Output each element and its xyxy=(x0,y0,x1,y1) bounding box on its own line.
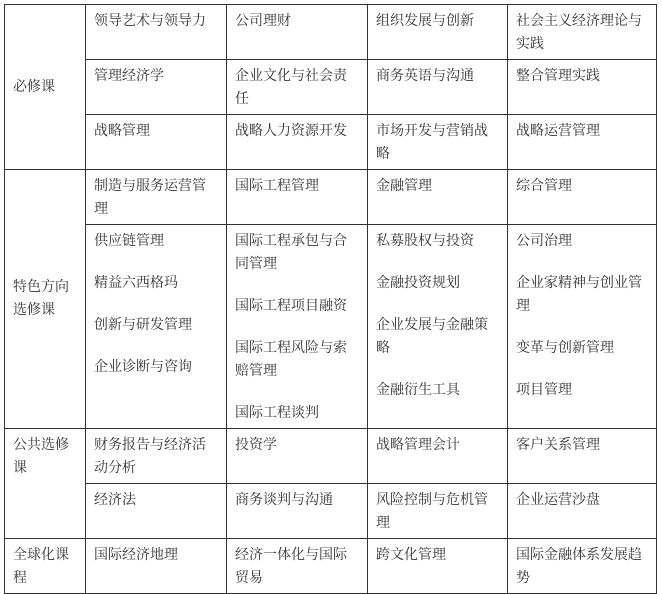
course-cell: 国际经济地理 xyxy=(86,539,227,594)
course-cell: 整合管理实践 xyxy=(508,60,657,115)
course-item: 项目管理 xyxy=(516,382,572,398)
course-cell: 投资学 xyxy=(227,429,368,484)
course-item: 供应链管理 xyxy=(94,233,164,249)
course-item: 变革与创新管理 xyxy=(516,340,614,356)
course-cell: 企业文化与社会责任 xyxy=(227,60,368,115)
table-row xyxy=(5,60,657,115)
course-cell: 风险控制与危机管理 xyxy=(368,484,508,539)
course-cell: 商务谈判与沟通 xyxy=(227,484,368,539)
table-row xyxy=(5,225,657,429)
course-cell: 商务英语与沟通 xyxy=(368,60,508,115)
course-item: 国际工程项目融资 xyxy=(235,298,347,314)
course-cell: 社会主义经济理论与实践 xyxy=(508,5,657,60)
course-cell: 经济一体化与国际贸易 xyxy=(227,539,368,594)
course-cell: 战略管理 xyxy=(86,115,227,170)
course-cell: 跨文化管理 xyxy=(368,539,508,594)
category-cell: 全球化课程 xyxy=(5,539,86,594)
course-cell: 企业运营沙盘 xyxy=(508,484,657,539)
course-cell: 战略管理会计 xyxy=(368,429,508,484)
course-item: 企业发展与金融策略 xyxy=(376,317,488,356)
stacked-course-cell xyxy=(368,225,508,429)
course-item: 企业家精神与创业管理 xyxy=(516,275,642,314)
course-cell: 管理经济学 xyxy=(86,60,227,115)
stacked-course-cell xyxy=(508,225,657,429)
course-cell: 客户关系管理 xyxy=(508,429,657,484)
category-cell: 必修课 xyxy=(5,5,86,170)
course-item: 金融投资规划 xyxy=(376,275,460,291)
course-item: 金融衍生工具 xyxy=(376,382,460,398)
course-cell: 市场开发与营销战略 xyxy=(368,115,508,170)
course-item: 公司治理 xyxy=(516,233,572,249)
table-row xyxy=(5,429,657,484)
course-item: 创新与研发管理 xyxy=(94,317,192,333)
course-cell: 金融管理 xyxy=(368,170,508,225)
course-cell: 财务报告与经济活动分析 xyxy=(86,429,227,484)
table-row xyxy=(5,484,657,539)
table-row xyxy=(5,539,657,594)
course-item: 企业诊断与咨询 xyxy=(94,359,192,375)
course-item: 精益六西格玛 xyxy=(94,275,178,291)
category-cell: 特色方向选修课 xyxy=(5,170,86,429)
course-cell: 制造与服务运营管理 xyxy=(86,170,227,225)
course-cell: 公司理财 xyxy=(227,5,368,60)
course-cell: 国际金融体系发展趋势 xyxy=(508,539,657,594)
course-item: 国际工程谈判 xyxy=(235,405,319,421)
course-item: 国际工程风险与索赔管理 xyxy=(235,340,347,379)
course-item: 私募股权与投资 xyxy=(376,233,474,249)
table-row xyxy=(5,170,657,225)
stacked-course-cell xyxy=(227,225,368,429)
course-cell: 综合管理 xyxy=(508,170,657,225)
course-cell: 经济法 xyxy=(86,484,227,539)
course-cell: 战略人力资源开发 xyxy=(227,115,368,170)
category-cell: 公共选修课 xyxy=(5,429,86,539)
table-row xyxy=(5,5,657,60)
course-table xyxy=(4,4,657,594)
course-cell: 战略运营管理 xyxy=(508,115,657,170)
stacked-course-cell xyxy=(86,225,227,429)
course-cell: 国际工程管理 xyxy=(227,170,368,225)
table-row xyxy=(5,115,657,170)
course-cell: 领导艺术与领导力 xyxy=(86,5,227,60)
course-item: 国际工程承包与合同管理 xyxy=(235,233,347,272)
course-cell: 组织发展与创新 xyxy=(368,5,508,60)
